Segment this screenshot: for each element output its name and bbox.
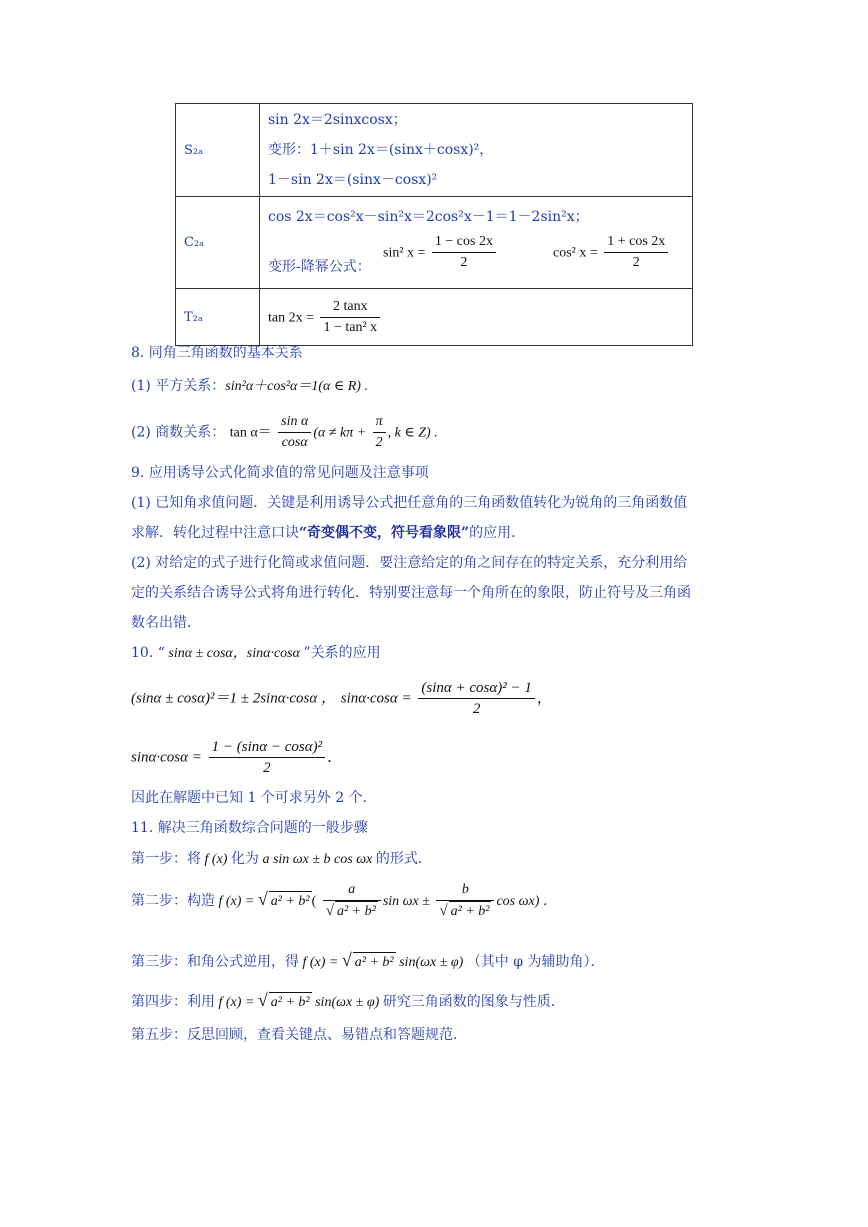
- square-relation: (1) 平方关系：sin²α＋cos²α＝1(α ∈ R) .: [131, 378, 368, 394]
- section-10-eq-row1: (sinα ± cosα)²＝1 ± 2sinα·cosα ， sinα·cosα = $\frac{\text{(sinα + cosα)² − 1}}{2}$ ，: [131, 680, 552, 717]
- section-9-p2-line3: 数名出错．: [131, 615, 201, 631]
- section-10-eq-row2: sinα·cosα = $\frac{\text{1 − (sinα − cosα)²}}{2}$ ．: [131, 739, 343, 776]
- row-key-t2a: T₂ₐ: [176, 289, 260, 346]
- cos2x-formula: cos 2x＝cos²x－sin²x＝2cos²x－1＝1－2sin²x；: [268, 208, 589, 225]
- table-row: [176, 289, 693, 346]
- section-8-heading: 8. 同角三角函数的基本关系: [131, 345, 303, 361]
- section-11-heading: 11. 解决三角函数综合问题的一般步骤: [131, 820, 368, 836]
- sin-squared-formula: sin² x = $\frac{1 - \cos 2x}{2}$: [383, 232, 498, 273]
- section-9-p1-line2: 求解．转化过程中注意口诀“奇变偶不变，符号看象限”的应用．: [131, 525, 526, 541]
- step-2: 第二步：构造 f (x) = √ a² + b² ( $\frac{a}{\text{√ a² + b²}}$ sin ωx ± $\frac{b}{\text{√ a² + b²}}$ cos ωx) ．: [131, 880, 741, 922]
- section-9-heading: 9. 应用诱导公式化简求值的常见问题及注意事项: [131, 465, 429, 481]
- sin2x-variant-1: 变形：1＋sin 2x＝(sinx＋cosx)²，: [268, 142, 494, 158]
- sin2x-formula: sin 2x＝2sinxcosx；: [268, 112, 407, 128]
- section-9-p2-line1: (2) 对给定的式子进行化简或求值问题．要注意给定的角之间存在的特定关系，充分利用给: [131, 555, 688, 571]
- section-9-p1-line1: (1) 已知角求值问题．关键是利用诱导公式把任意角的三角函数值转化为锐角的三角函数值: [131, 495, 688, 511]
- sin2x-variant-2: 1－sin 2x＝(sinx－cosx)²: [268, 172, 438, 188]
- section-10-note: 因此在解题中已知 1 个可求另外 2 个．: [131, 790, 377, 806]
- table-row: [176, 197, 693, 289]
- table-row: [176, 104, 693, 197]
- step-1: 第一步：将 f (x) 化为 a sin ωx ± b cos ωx 的形式．: [131, 851, 432, 867]
- power-reduction-label: 变形-降幂公式：: [268, 258, 371, 275]
- section-10-heading: 10. “ sinα ± cosα，sinα·cosα ”关系的应用: [131, 645, 381, 661]
- double-angle-formula-table: [175, 103, 693, 346]
- step-5: 第五步：反思回顾，查看关键点、易错点和答题规范．: [131, 1027, 467, 1043]
- row-key-s2a: S₂ₐ: [176, 104, 260, 197]
- row-key-c2a: C₂ₐ: [176, 197, 260, 289]
- quotient-relation: (2) 商数关系： tan α＝ $\frac{\text{sin α}}{\cos\alpha}$ (α ≠ kπ + $\frac{\pi}{2}$ , k ∈ Z) .: [131, 414, 438, 450]
- mnemonic-phrase: “奇变偶不变，符号看象限”: [299, 525, 470, 541]
- section-9-p2-line2: 定的关系结合诱导公式将角进行转化．特别要注意每一个角所在的象限，防止符号及三角函: [131, 585, 691, 601]
- tan2x-fraction: $\frac{2 \tan x}{\text{1 − tan² x}}$: [320, 297, 380, 338]
- step-4: 第四步：利用 f (x) = √ a² + b² sin(ωx ± φ) 研究三角函数的图象与性质．: [131, 990, 741, 1013]
- cos-squared-formula: cos² x = $\frac{1 + \cos 2x}{2}$: [553, 232, 670, 273]
- step-3: 第三步：和角公式逆用，得 f (x) = √ a² + b² sin(ωx ± φ) （其中 φ 为辅助角）．: [131, 950, 741, 973]
- tan2x-lhs: tan 2x =: [268, 310, 314, 325]
